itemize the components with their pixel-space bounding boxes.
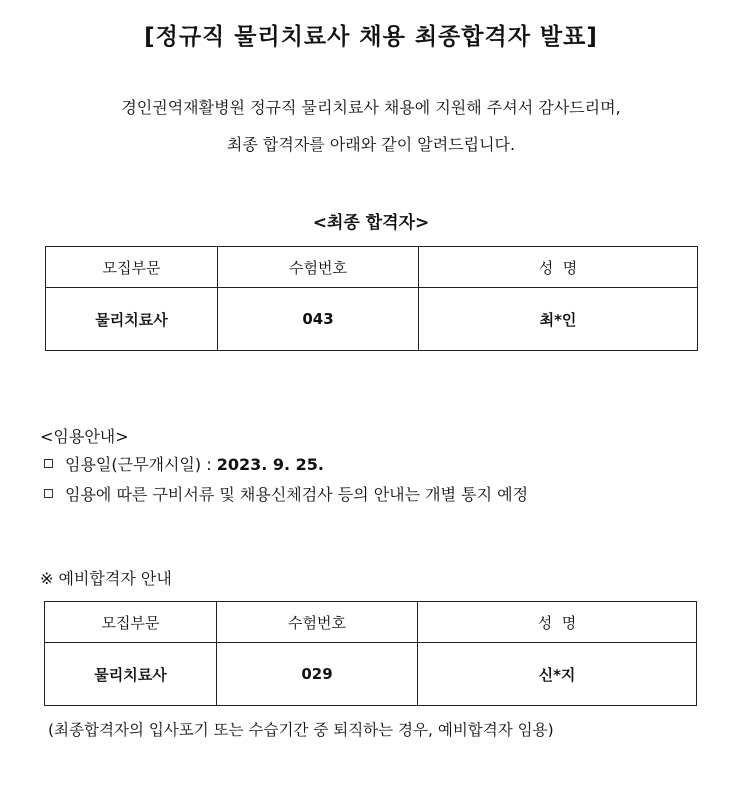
- header-name: 성 명: [418, 602, 697, 643]
- reserve-footnote: (최종합격자의 입사포기 또는 수습기간 중 퇴직하는 경우, 예비합격자 임용): [48, 721, 554, 739]
- header-exam-number: 수험번호: [217, 602, 418, 643]
- final-results-table: [45, 246, 698, 351]
- table-row: [46, 288, 698, 351]
- reserve-section-heading: ※ 예비합격자 안내: [40, 569, 172, 588]
- table-header-row: [46, 247, 698, 288]
- cell-department: 물리치료사: [45, 643, 217, 706]
- appointment-item-notice: [44, 482, 528, 505]
- table-row: [45, 643, 697, 706]
- cell-exam-number: 043: [218, 288, 419, 351]
- intro-line-1: 경인권역재활병원 정규직 물리치료사 채용에 지원해 주셔서 감사드리며,: [121, 98, 621, 117]
- appointment-heading: <임용안내>: [40, 427, 129, 446]
- intro-line-2: 최종 합격자를 아래와 같이 알려드립니다.: [226, 135, 516, 154]
- cell-department: 물리치료사: [46, 288, 218, 351]
- reserve-results-table: [44, 601, 697, 706]
- header-name: 성 명: [419, 247, 698, 288]
- cell-exam-number: 029: [217, 643, 418, 706]
- table-header-row: [45, 602, 697, 643]
- page-title: [정규직 물리치료사 채용 최종합격자 발표]: [144, 24, 598, 50]
- header-department: 모집부문: [45, 602, 217, 643]
- header-exam-number: 수험번호: [218, 247, 419, 288]
- header-department: 모집부문: [46, 247, 218, 288]
- cell-name: 최*인: [419, 288, 698, 351]
- appointment-item-date: [44, 452, 324, 475]
- appointment-notice-text: 임용에 따른 구비서류 및 채용신체검사 등의 안내는 개별 통지 예정: [65, 485, 529, 504]
- appointment-date-label: 임용일(근무개시일) :: [65, 455, 217, 474]
- cell-name: 신*지: [418, 643, 697, 706]
- final-section-heading: <최종 합격자>: [312, 213, 430, 233]
- square-bullet-icon: [44, 459, 53, 468]
- square-bullet-icon: [44, 489, 53, 498]
- appointment-date-value: 2023. 9. 25.: [216, 455, 325, 474]
